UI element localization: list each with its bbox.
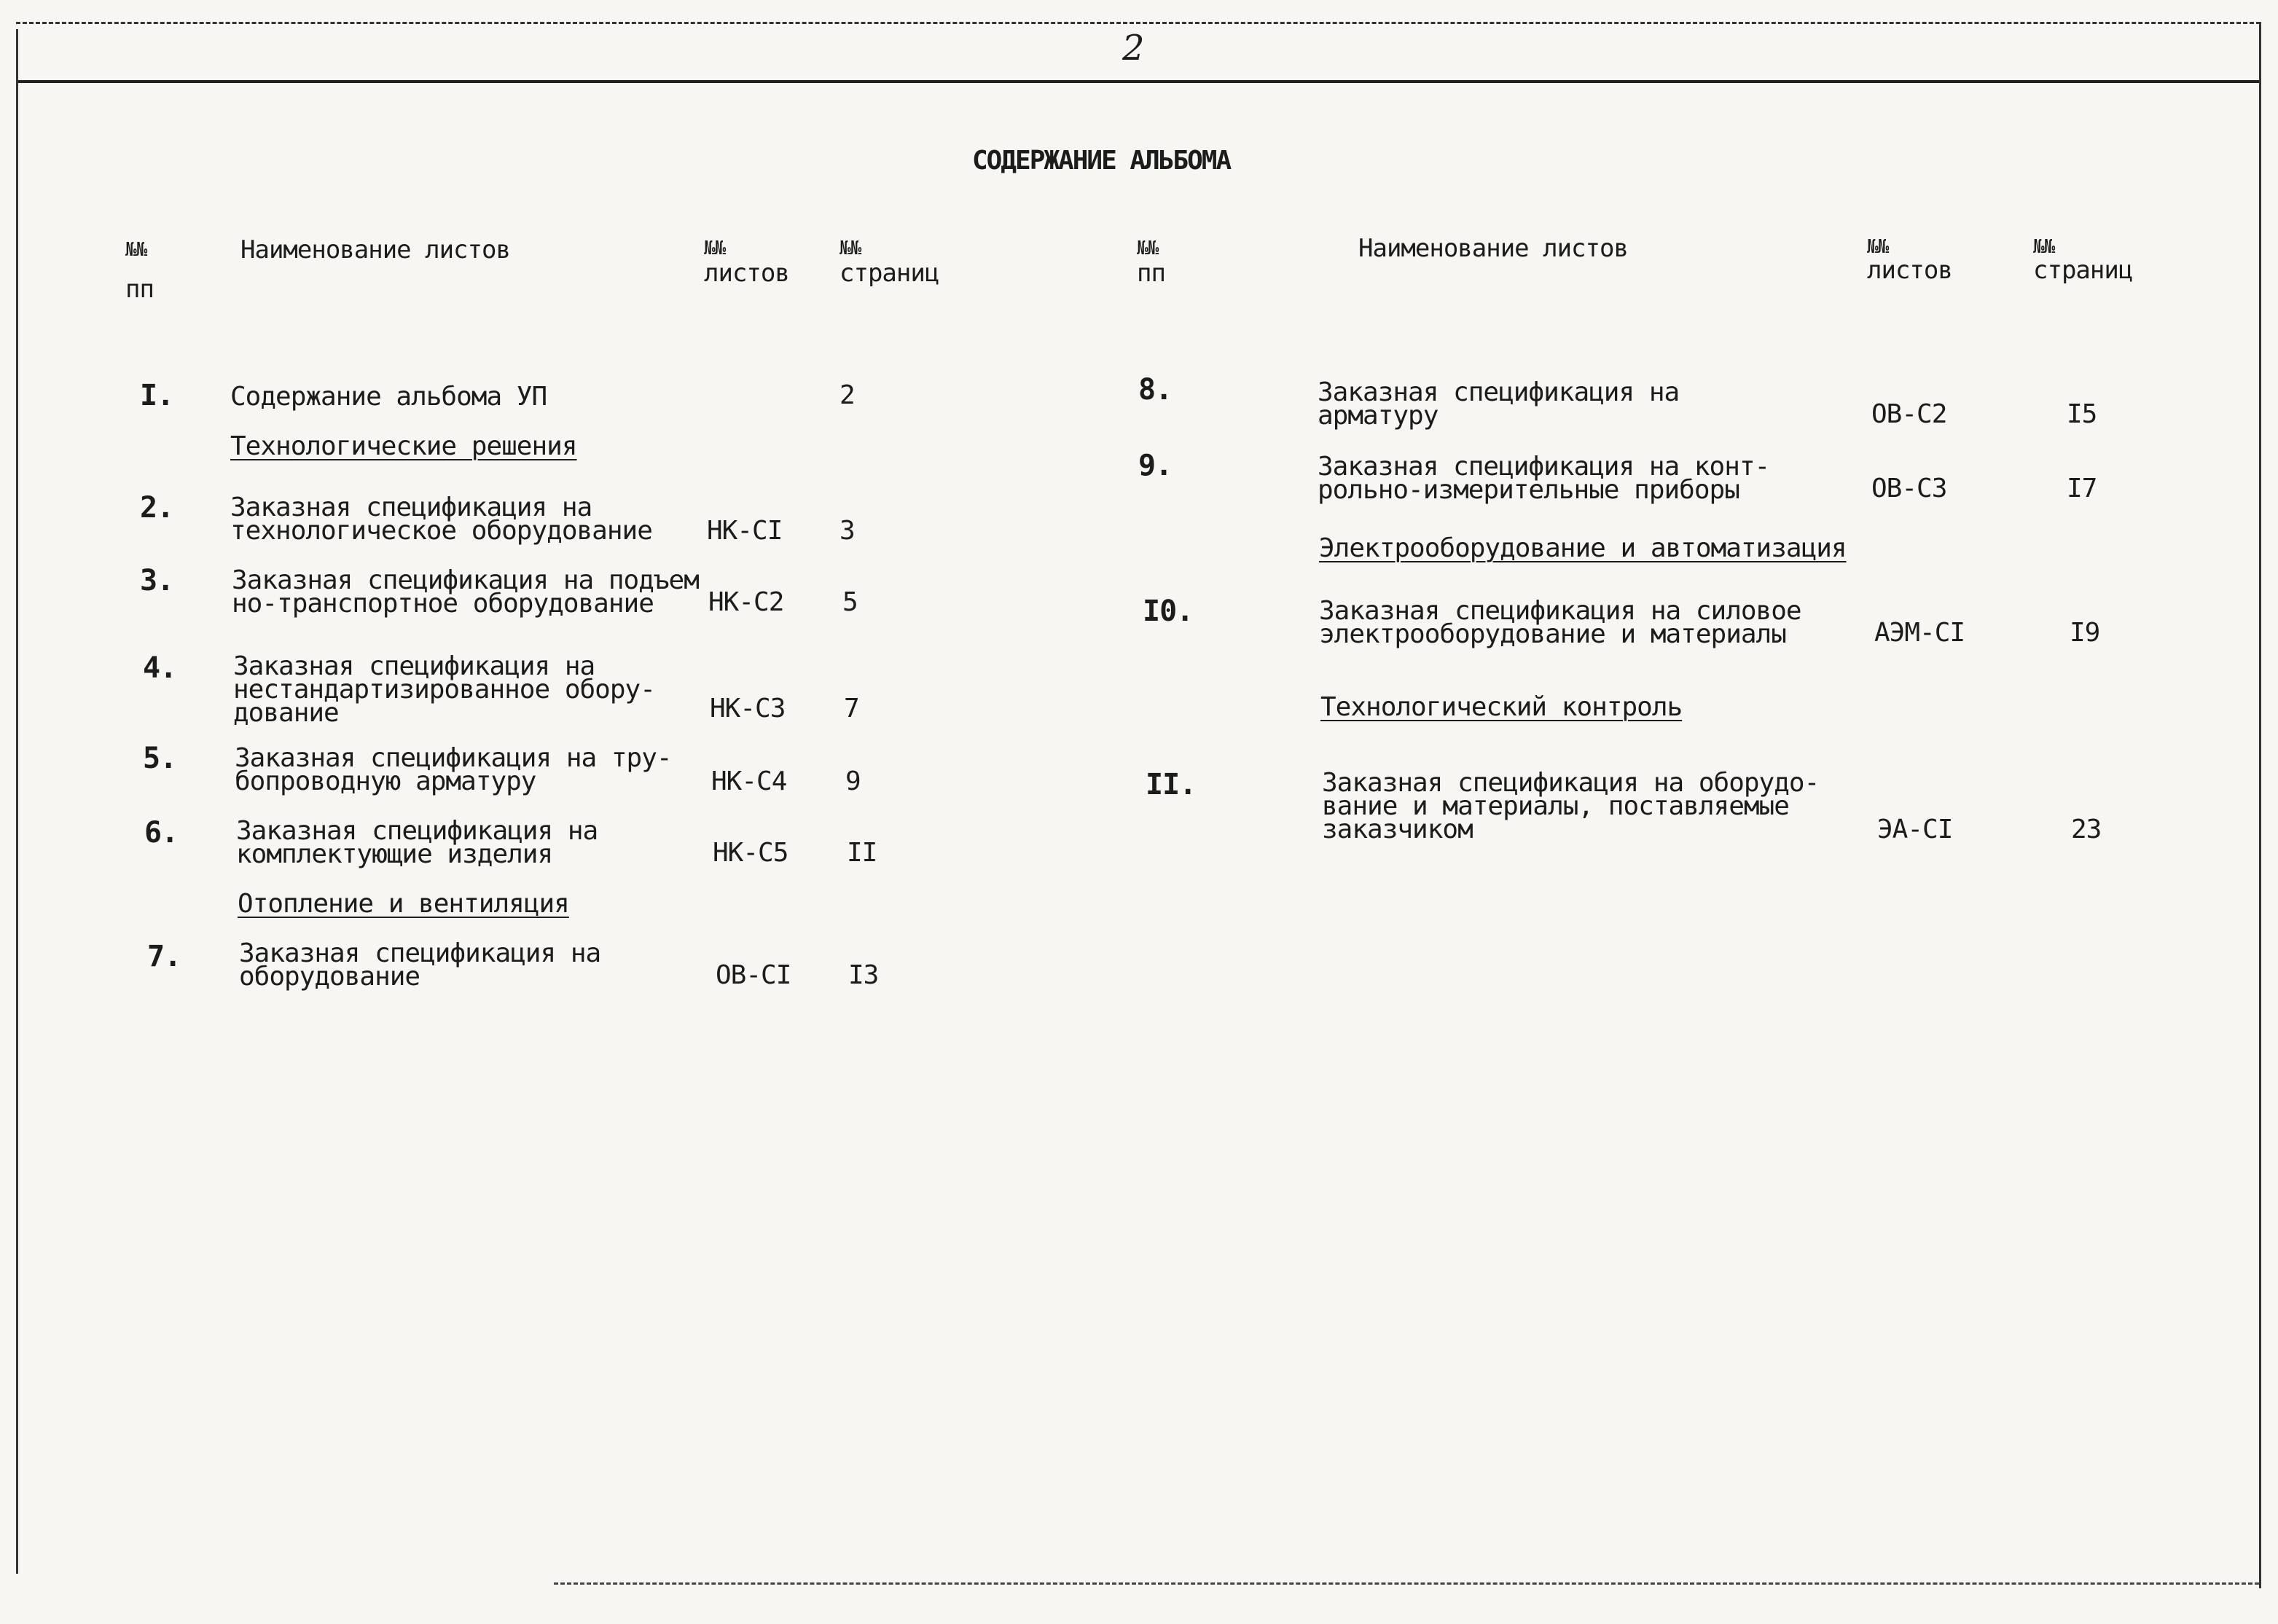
frame-bottom-line <box>554 1582 2259 1585</box>
row-4-name-line2: нестандартизированное обору- <box>233 675 655 705</box>
header-no: №№ <box>125 239 147 261</box>
row-5-page: 9 <box>845 766 861 796</box>
row-9-page: I7 <box>2067 474 2097 503</box>
row-1-page: 2 <box>839 380 855 410</box>
row-5-name-line2: бопроводную арматуру <box>235 766 536 796</box>
row-7-sheet: ОВ-СI <box>716 960 791 990</box>
row-4-name-line1: Заказная спецификация на <box>233 651 595 681</box>
row-3-name-line2: но-транспортное оборудование <box>232 589 654 619</box>
row-5-name-line1: Заказная спецификация на тру- <box>235 743 672 773</box>
row-10-name-line1: Заказная спецификация на силовое <box>1319 596 1801 626</box>
frame-title-line <box>16 80 2261 83</box>
row-8-number: 8. <box>1138 373 1173 407</box>
header-no-sub: пп <box>125 275 154 304</box>
row-2-number: 2. <box>140 491 174 525</box>
header-pages-no: №№ <box>839 238 861 259</box>
row-5-number: 5. <box>143 742 177 775</box>
row-10-name-line2: электрооборудование и материалы <box>1319 619 1786 649</box>
frame-right-line <box>2259 22 2261 1588</box>
row-4-sheet: НК-С3 <box>710 694 786 723</box>
row-2-page: 3 <box>839 516 855 546</box>
header-pages-right: страниц <box>2033 256 2133 285</box>
header-no-sub-right: пп <box>1137 259 1165 288</box>
row-4-page: 7 <box>844 694 859 723</box>
row-3-number: 3. <box>140 564 174 597</box>
row-9-name-line1: Заказная спецификация на конт- <box>1318 452 1770 482</box>
frame-left-line <box>16 29 18 1574</box>
row-9-number: 9. <box>1138 449 1173 482</box>
row-11-name-line2: вание и материалы, поставляемые <box>1322 791 1789 821</box>
row-11-sheet: ЭА-СI <box>1877 815 1953 844</box>
row-7-page: I3 <box>848 960 879 990</box>
row-5-sheet: НК-С4 <box>711 766 787 796</box>
row-9-name-line2: рольно-измерительные приборы <box>1318 475 1739 505</box>
row-7-name-line1: Заказная спецификация на <box>239 938 601 968</box>
row-9-sheet: ОВ-С3 <box>1871 474 1947 503</box>
row-4-number: 4. <box>143 651 177 685</box>
row-8-name-line2: арматуру <box>1318 401 1439 431</box>
section-heating-ventilation: Отопление и вентиляция <box>238 889 569 919</box>
row-8-page: I5 <box>2067 399 2097 429</box>
row-2-sheet: НК-СI <box>707 516 783 546</box>
header-sheets-no-right: №№ <box>1867 236 1889 258</box>
row-8-sheet: ОВ-С2 <box>1871 399 1947 429</box>
row-11-name-line1: Заказная спецификация на оборудо- <box>1322 768 1820 798</box>
row-7-name-line2: оборудование <box>239 962 420 992</box>
row-10-number: I0. <box>1143 595 1194 628</box>
row-3-sheet: НК-С2 <box>708 587 784 617</box>
section-technological-control: Технологический контроль <box>1320 692 1683 722</box>
page-title: СОДЕРЖАНИЕ АЛЬБОМА <box>972 146 1231 176</box>
page-number: 2 <box>1122 28 1145 68</box>
row-11-page: 23 <box>2071 815 2102 844</box>
header-sheets-no: №№ <box>704 238 726 259</box>
header-name: Наименование листов <box>240 235 510 264</box>
row-7-number: 7. <box>147 940 181 973</box>
header-no-right: №№ <box>1137 238 1159 259</box>
row-3-page: 5 <box>842 587 858 617</box>
row-6-sheet: НК-С5 <box>713 838 788 868</box>
header-pages-no-right: №№ <box>2033 236 2055 258</box>
row-11-number: II. <box>1146 768 1197 801</box>
row-6-name-line2: комплектующие изделия <box>236 839 553 869</box>
row-6-number: 6. <box>144 816 179 850</box>
row-10-sheet: АЭМ-СI <box>1874 618 1965 648</box>
row-1-number: I. <box>140 379 174 412</box>
row-2-name-line1: Заказная спецификация на <box>230 493 592 522</box>
frame-top-dashed <box>16 22 2261 24</box>
row-6-name-line1: Заказная спецификация на <box>236 816 598 846</box>
row-6-page: II <box>847 838 877 868</box>
row-1-name: Содержание альбома УП <box>230 382 547 412</box>
section-technological-solutions: Технологические решения <box>230 431 577 461</box>
row-4-name-line3: дование <box>233 698 339 728</box>
row-11-name-line3: заказчиком <box>1322 815 1473 844</box>
row-10-page: I9 <box>2070 618 2100 648</box>
header-sheets-right: листов <box>1867 256 1952 285</box>
header-name-right: Наименование листов <box>1358 234 1628 263</box>
header-sheets: листов <box>704 259 789 288</box>
row-2-name-line2: технологическое оборудование <box>230 516 652 546</box>
header-pages: страниц <box>839 259 939 288</box>
row-3-name-line1: Заказная спецификация на подъем <box>232 565 699 595</box>
section-electrical-automation: Электрооборудование и автоматизация <box>1319 533 1847 563</box>
row-8-name-line1: Заказная спецификация на <box>1318 377 1680 407</box>
